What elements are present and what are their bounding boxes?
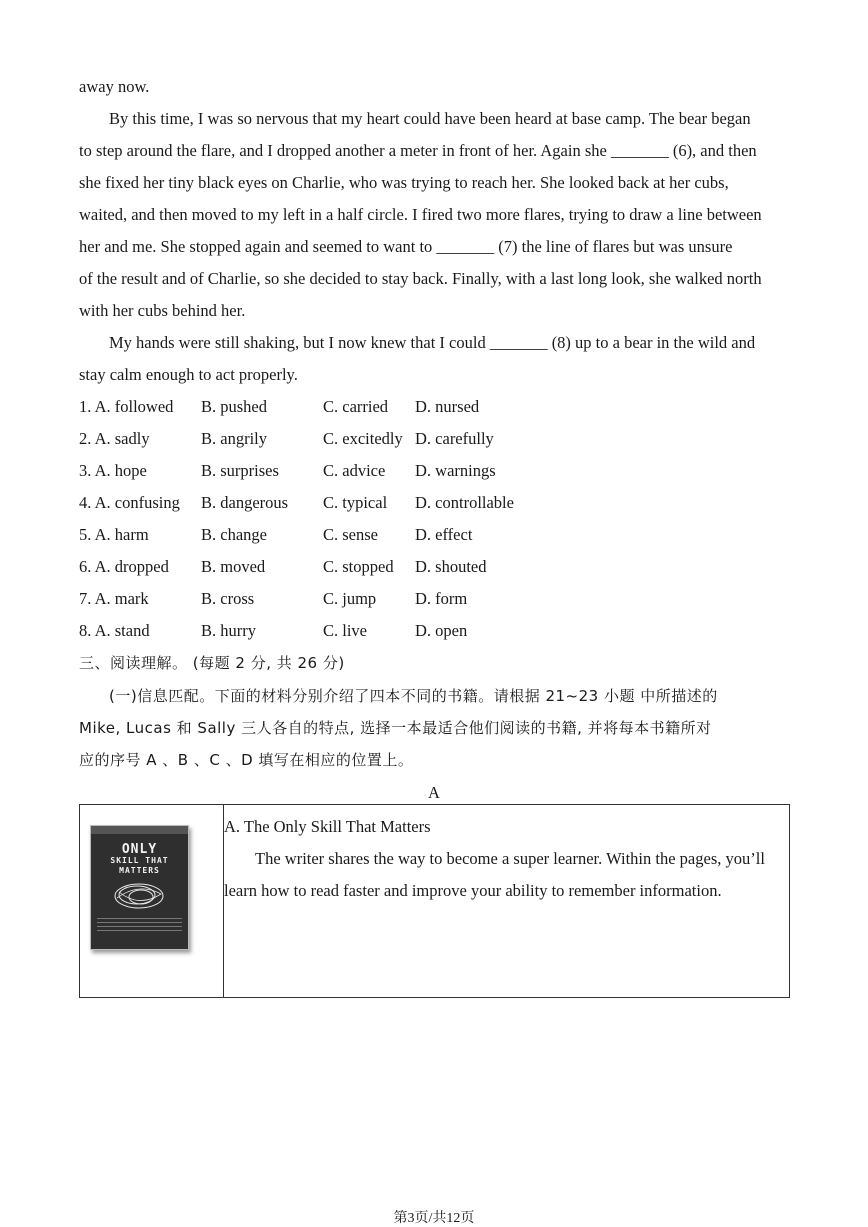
option-b: B. hurry [201,621,256,640]
option-d: D. nursed [415,397,480,416]
book-description: The writer shares the way to become a super learner. Within the pages, you’ll [255,849,765,868]
option-c: C. excitedly [323,429,403,448]
book-table [79,804,790,998]
scribble-graphic [109,878,169,914]
passage-line: to step around the flare, and I dropped another a meter in front of her. Again she _______ (6), and then [79,141,757,160]
instruction-line: Mike, Lucas 和 Sally 三人各自的特点, 选择一本最适合他们阅读的书籍, 并将每本书籍所对 [79,719,712,737]
book-cover-image: ONLY SKILL THAT MATTERS [90,825,189,950]
option-a: 2. A. sadly [79,429,150,448]
instruction-line: (一)信息匹配。下面的材料分别介绍了四本不同的书籍。请根据 21~23 小题 中所描述的 [109,687,718,705]
option-c: C. live [323,621,367,640]
passage-line: she fixed her tiny black eyes on Charlie, who was trying to reach her. She looked back at her cubs, [79,173,729,192]
option-b: B. surprises [201,461,279,480]
option-d: D. shouted [415,557,487,576]
option-d: D. warnings [415,461,496,480]
option-c: C. sense [323,525,378,544]
option-d: D. carefully [415,429,494,448]
option-b: B. cross [201,589,255,608]
passage-line: stay calm enough to act properly. [79,365,298,384]
book-cover-cell [80,805,224,998]
option-d: D. form [415,589,468,608]
option-a: 4. A. confusing [79,493,180,512]
option-a: 3. A. hope [79,461,147,480]
option-c: C. typical [323,493,388,512]
option-c: C. carried [323,397,389,416]
passage-line: away now. [79,77,150,96]
passage-line: with her cubs behind her. [79,301,246,320]
option-c: C. stopped [323,557,394,576]
passage-line: My hands were still shaking, but I now knew that I could _______ (8) up to a bear in the wild and [109,333,756,352]
option-b: B. dangerous [201,493,289,512]
book-description-cell [224,805,790,998]
option-d: D. controllable [415,493,514,512]
passage-line: of the result and of Charlie, so she decided to stay back. Finally, with a last long look, she walked north [79,269,762,288]
option-a: 1. A. followed [79,397,174,416]
option-a: 6. A. dropped [79,557,169,576]
book-description: learn how to read faster and improve your ability to remember information. [224,881,722,900]
book-title: A. The Only Skill That Matters [224,817,431,836]
passage-line: By this time, I was so nervous that my heart could have been heard at base camp. The bear began [109,109,751,128]
option-a: 5. A. harm [79,525,149,544]
option-c: C. advice [323,461,386,480]
option-b: B. change [201,525,267,544]
passage-line: waited, and then moved to my left in a half circle. I fired two more flares, trying to draw a line between [79,205,762,224]
book-label: A [428,783,440,802]
option-a: 7. A. mark [79,589,149,608]
option-b: B. pushed [201,397,267,416]
option-c: C. jump [323,589,377,608]
option-a: 8. A. stand [79,621,150,640]
option-b: B. moved [201,557,266,576]
option-d: D. effect [415,525,473,544]
instruction-line: 应的序号 A 、B 、C 、D 填写在相应的位置上。 [79,751,414,769]
option-d: D. open [415,621,468,640]
passage-line: her and me. She stopped again and seemed to want to _______ (7) the line of flares but was unsure [79,237,733,256]
page-footer: 第3页/共12页 [393,1211,475,1226]
option-b: B. angrily [201,429,267,448]
section-heading: 三、阅读理解。 (每题 2 分, 共 26 分) [79,654,345,672]
